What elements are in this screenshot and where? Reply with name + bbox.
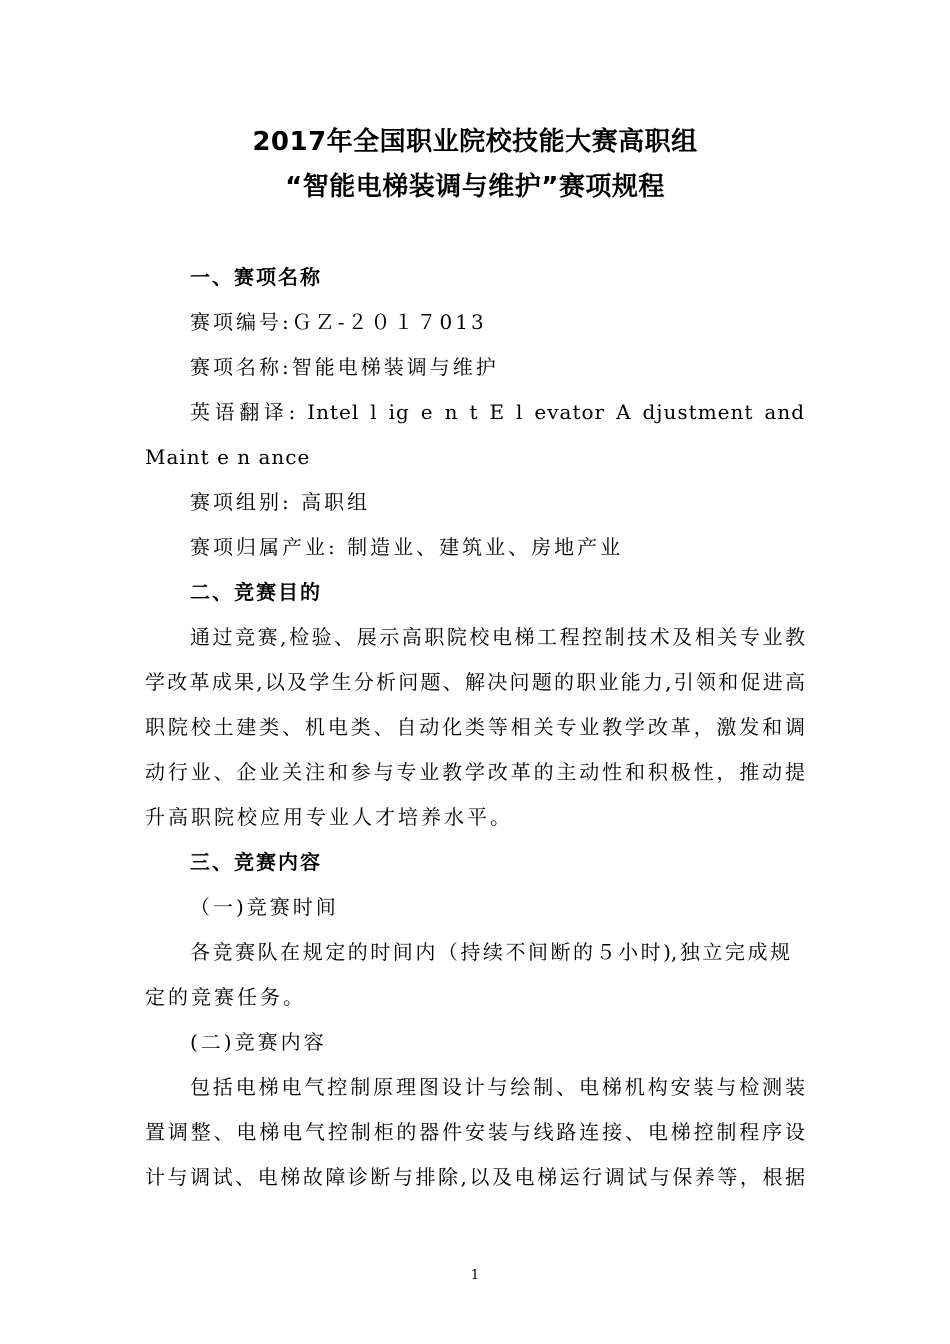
event-code: 赛项编号:ＧＺ-２０１７013 (190, 310, 487, 334)
english-translation-line1: 英语翻译: Intel l ig e n t E l evator A djustment and (190, 400, 805, 424)
document-title-line1: 2017年全国职业院校技能大赛高职组 (252, 127, 698, 157)
paragraph-line: 升高职院校应用专业人才培养水平。 (145, 805, 513, 829)
section3-heading: 三、竞赛内容 (190, 850, 322, 874)
event-industry: 赛项归属产业: 制造业、建筑业、房地产业 (190, 535, 624, 559)
section1-heading: 一、赛项名称 (190, 265, 322, 289)
subsection-competition-time: （一)竞赛时间 (190, 895, 339, 919)
paragraph-line: 计与调试、电梯故障诊断与排除,以及电梯运行调试与保养等，根据 (145, 1165, 805, 1189)
paragraph-line: 职院校土建类、机电类、自动化类等相关专业教学改革，激发和调 (145, 715, 805, 739)
event-group: 赛项组别: 高职组 (190, 490, 371, 514)
section2-heading: 二、竞赛目的 (190, 580, 322, 604)
paragraph-line: 学改革成果,以及学生分析问题、解决问题的职业能力,引领和促进高 (145, 670, 805, 694)
paragraph-line: 各竞赛队在规定的时间内（持续不间断的５小时),独立完成规 (190, 940, 790, 964)
document-title-line2: “智能电梯装调与维护”赛项规程 (285, 172, 665, 202)
paragraph-line: 通过竞赛,检验、展示高职院校电梯工程控制技术及相关专业教 (190, 625, 805, 649)
page-number: 1 (470, 1268, 480, 1283)
english-translation-line2: Maint e n ance (145, 445, 311, 469)
event-name: 赛项名称:智能电梯装调与维护 (190, 355, 499, 379)
subsection-competition-content: (二)竞赛内容 (190, 1030, 327, 1054)
paragraph-line: 置调整、电梯电气控制柜的器件安装与线路连接、电梯控制程序设 (145, 1120, 805, 1144)
paragraph-line: 包括电梯电气控制原理图设计与绘制、电梯机构安装与检测装 (190, 1075, 805, 1099)
paragraph-line: 动行业、企业关注和参与专业教学改革的主动性和积极性，推动提 (145, 760, 805, 784)
paragraph-line: 定的竞赛任务。 (145, 985, 306, 1009)
